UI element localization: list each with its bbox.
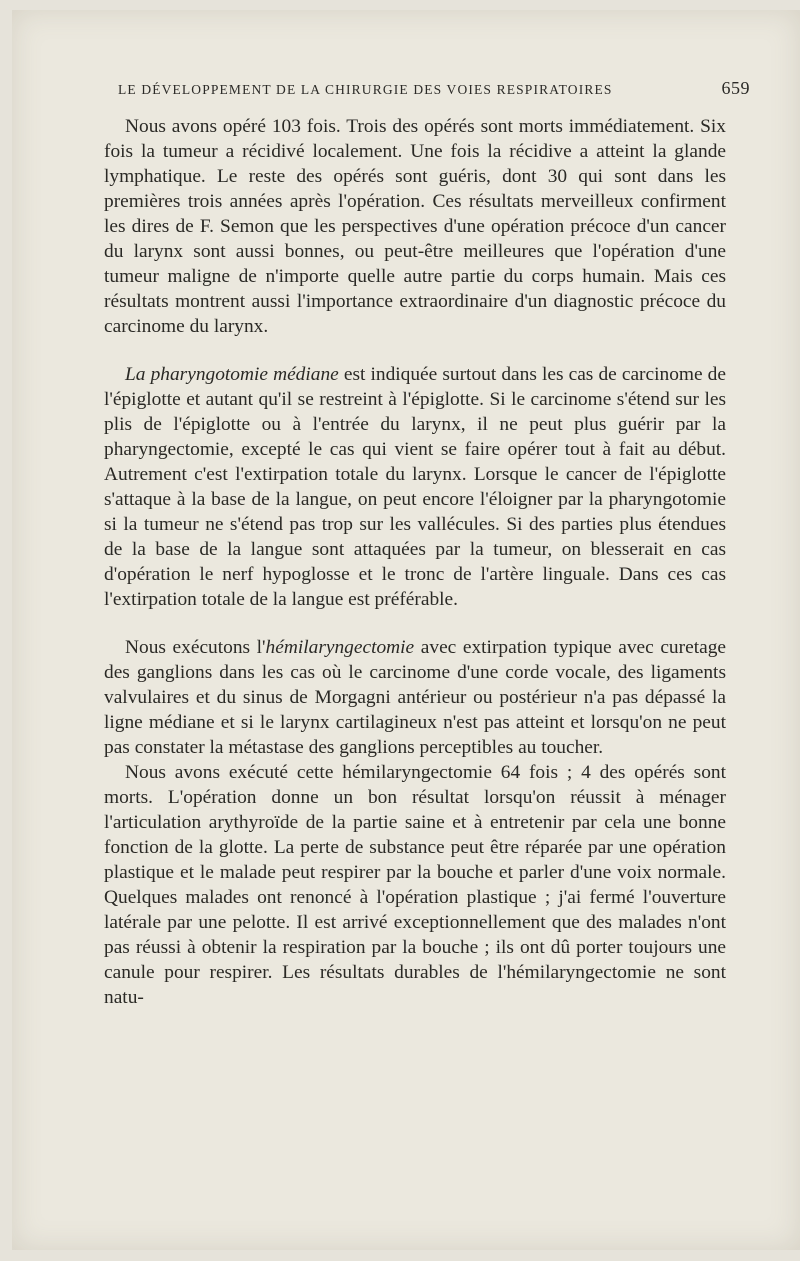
- running-title: LE DÉVELOPPEMENT DE LA CHIRURGIE DES VOIES RESPIRATOIRES: [118, 82, 613, 97]
- page-header: [118, 78, 750, 99]
- paragraph-4: [104, 760, 726, 1010]
- paragraph-4-text: Nous avons exécuté cette hémilaryngectomie 64 fois ; 4 des opérés sont morts. L'opération donne un bon résultat lorsqu'on réussit à ménager l'articulation arythyroïde de la partie saine et à entretenir par cela une bonne fonction de la glotte. La perte de substance peut être réparée par une opération plastique et le malade peut respirer par la bouche et parler d'une voix normale. Quelques malades ont renoncé à l'opération plastique ; j'ai fermé l'ouverture latérale par une pelotte. Il est arrivé exceptionnellement que des malades n'ont pas réussi à obtenir la respiration par la bouche ; ils ont dû porter toujours une canule pour respirer. Les résultats durables de l'hémilaryngectomie ne sont natu-: [104, 762, 726, 1008]
- paragraph-3-lead: Nous exécutons l': [125, 637, 266, 658]
- paragraph-3-italic: hémilaryngectomie: [265, 637, 415, 658]
- page-number: 659: [721, 78, 750, 98]
- paragraph-1: [104, 114, 726, 339]
- body-text: [104, 114, 726, 1010]
- paragraph-2-text: est indiquée surtout dans les cas de carcinome de l'épiglotte et autant qu'il se restreint à l'épiglotte. Si le carcinome s'étend sur les plis de l'épiglotte ou à l'entrée du larynx, il ne peut plus guérir par la pharyngectomie, excepté le cas qui vient se faire opérer tout à fait au début. Autrement c'est l'extirpation totale du larynx. Lorsque le cancer de l'épiglotte s'attaque à la base de la langue, on peut encore l'éloigner par la pharyngotomie si la tumeur ne s'étend pas trop sur les vallécules. Si des parties plus étendues de la base de la langue sont attaquées par la tumeur, on blesserait en cas d'opération le nerf hypoglosse et le tronc de l'artère linguale. Dans ces cas l'extirpation totale de la langue est préférable.: [104, 364, 726, 610]
- paragraph-2-italic: La pharyngotomie médiane: [125, 364, 339, 385]
- paragraph-2: [104, 362, 726, 612]
- paragraph-3: [104, 635, 726, 760]
- paragraph-3-text: avec extirpation typique avec curetage des ganglions dans les cas où le carcinome d'une corde vocale, des ligaments valvulaires et du sinus de Morgagni antérieur ou postérieur n'a pas dépassé la ligne médiane et si le larynx cartilagineux n'est pas atteint et lorsqu'on ne peut pas constater la métastase des ganglions perceptibles au toucher.: [104, 637, 726, 758]
- paragraph-1-text: Nous avons opéré 103 fois. Trois des opérés sont morts immédiatement. Six fois la tumeur a récidivé localement. Une fois la récidive a atteint la glande lymphatique. Le reste des opérés sont guéris, dont 30 qui sont dans les premières trois années après l'opération. Ces résultats merveilleux confirment les dires de F. Semon que les perspectives d'une opération précoce d'un cancer du larynx sont aussi bonnes, ou peut-être meilleures que l'opération d'une tumeur maligne de n'importe quelle autre partie du corps humain. Mais ces résultats montrent aussi l'importance extraordinaire d'un diagnostic précoce du carcinome du larynx.: [104, 116, 726, 337]
